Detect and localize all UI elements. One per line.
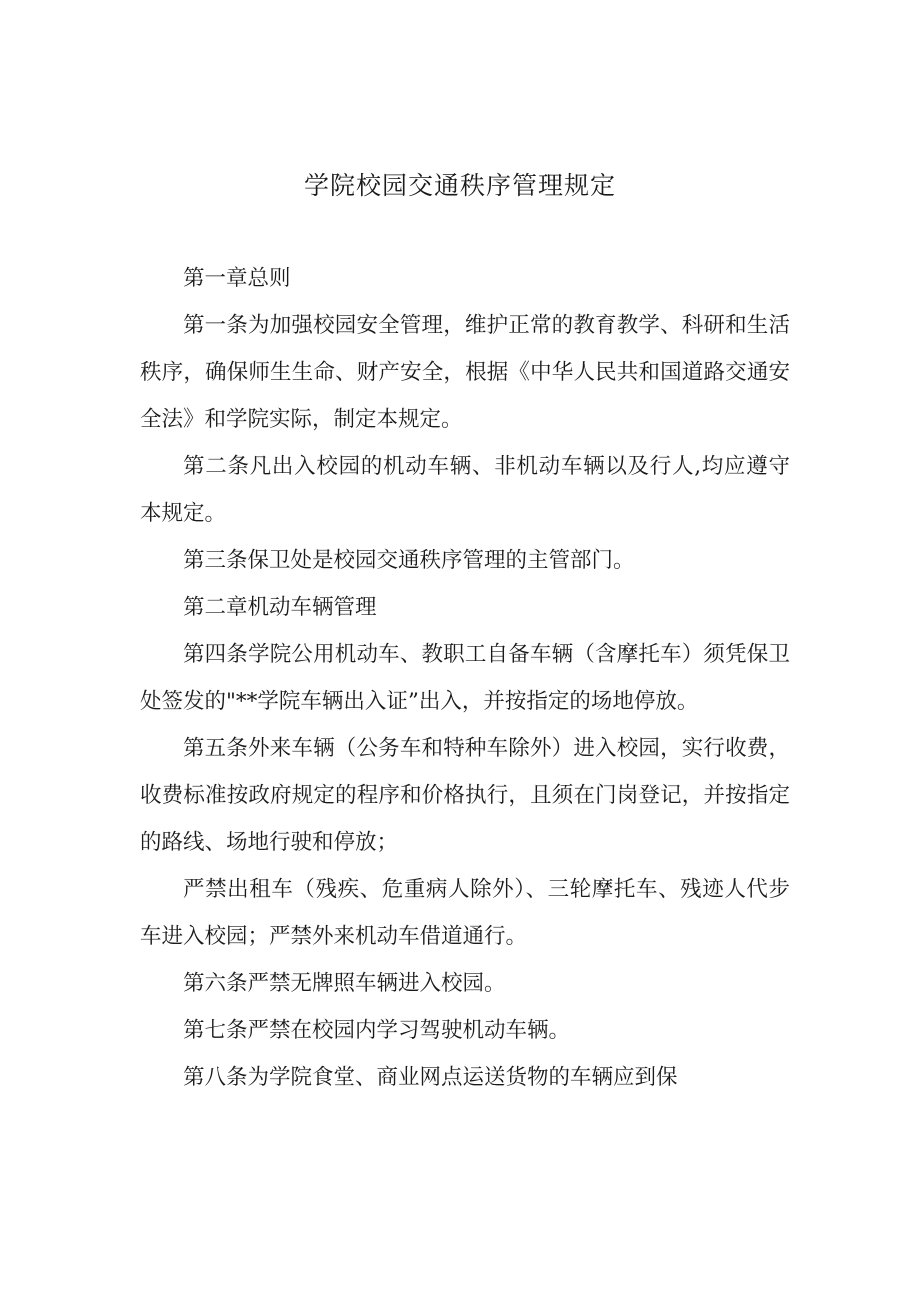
article-5: 第五条外来车辆（公务车和特种车除外）进入校园，实行收费，收费标准按政府规定的程序和价格执行，且须在门岗登记，并按指定的路线、场地行驶和停放； (140, 736, 790, 855)
article-6: 第六条严禁无牌照车辆进入校园。 (183, 971, 506, 996)
article-2: 第二条凡出入校园的机动车辆、非机动车辆以及行人,均应遵守本规定。 (140, 454, 790, 526)
document-title: 学院校园交通秩序管理规定 (303, 171, 616, 200)
document-body (140, 255, 790, 1101)
article-3: 第三条保卫处是校园交通秩序管理的主管部门。 (183, 548, 635, 573)
chapter-heading-1: 第一章总则 (183, 266, 291, 291)
article-8: 第八条为学院食堂、商业网点运送货物的车辆应到保 (183, 1065, 678, 1090)
article-7: 第七条严禁在校园内学习驾驶机动车辆。 (183, 1018, 571, 1043)
article-1: 第一条为加强校园安全管理，维护正常的教育教学、科研和生活秩序，确保师生生命、财产安全，根据《中华人民共和国道路交通安全法》和学院实际，制定本规定。 (140, 313, 790, 432)
article-4: 第四条学院公用机动车、教职工自备车辆（含摩托车）须凭保卫处签发的"**学院车辆出入证”出入，并按指定的场地停放。 (140, 642, 790, 714)
chapter-heading-2: 第二章机动车辆管理 (183, 595, 377, 620)
article-5-prohibition: 严禁出租车（残疾、危重病人除外）、三轮摩托车、残迹人代步车进入校园；严禁外来机动车借道通行。 (140, 877, 790, 949)
